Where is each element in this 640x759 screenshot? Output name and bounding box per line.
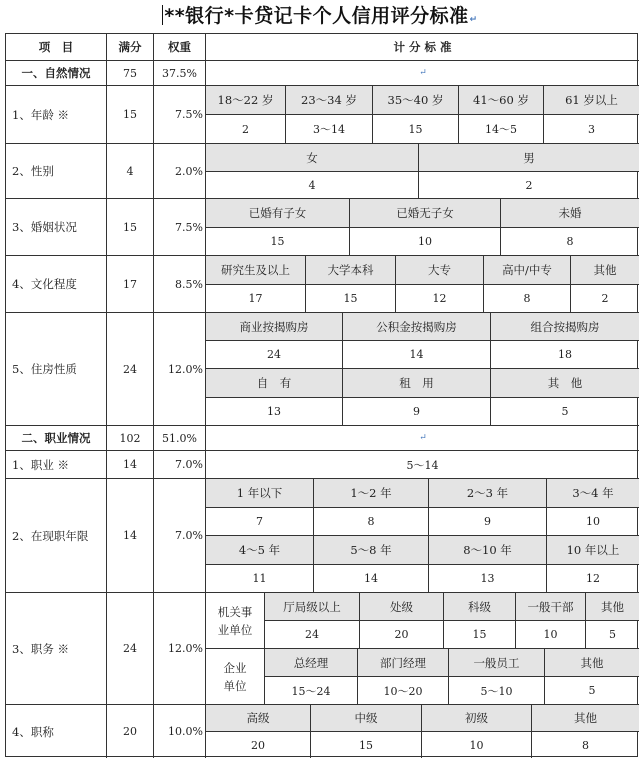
gov-position-score bbox=[516, 621, 586, 649]
ent-position-score bbox=[265, 677, 358, 705]
row-title-rank-score bbox=[107, 705, 154, 758]
title-rank-score bbox=[311, 732, 422, 758]
ent-position-label bbox=[449, 649, 545, 677]
cell-text: 商业按揭购房 bbox=[239, 319, 309, 334]
cell-text: 8 bbox=[566, 235, 574, 248]
cell-text: 15 bbox=[123, 220, 137, 234]
education-label bbox=[571, 256, 639, 285]
cell-text: 8.5% bbox=[175, 277, 203, 291]
cell-text: 中级 bbox=[354, 711, 378, 725]
cell-text: 总经理 bbox=[293, 655, 329, 670]
row-tenure-name bbox=[6, 479, 107, 593]
cell-text: 13 bbox=[267, 405, 281, 418]
tenure-label bbox=[206, 479, 314, 508]
gov-position-score bbox=[360, 621, 444, 649]
cell-text: 2 bbox=[525, 178, 533, 192]
cell-text: 4、职称 bbox=[12, 724, 54, 739]
row-education-weight bbox=[154, 256, 206, 313]
gov-position-score bbox=[444, 621, 516, 649]
cell-text: 4 bbox=[126, 164, 134, 178]
tenure-label bbox=[206, 536, 314, 565]
tenure-score bbox=[429, 565, 547, 593]
cell-text: 8～10 年 bbox=[463, 543, 512, 557]
cell-text: 61 岁以上 bbox=[565, 93, 618, 107]
cell-text: 组合按揭购房 bbox=[530, 319, 600, 334]
tenure-label bbox=[429, 479, 547, 508]
ent-position-score bbox=[449, 677, 545, 705]
cell-text: 满分 bbox=[118, 40, 142, 54]
title-rank-label bbox=[422, 705, 532, 732]
cell-text: 高级 bbox=[246, 711, 270, 725]
cell-text: 11 bbox=[252, 572, 267, 585]
tenure-score bbox=[429, 508, 547, 536]
cell-text: 3～4 年 bbox=[572, 486, 614, 500]
row-education-score bbox=[107, 256, 154, 313]
cell-text: 7.5% bbox=[175, 108, 203, 121]
enterprise-unit-label bbox=[206, 649, 265, 705]
marital-score bbox=[206, 228, 350, 256]
header-full-score bbox=[107, 34, 154, 61]
row-housing-score bbox=[107, 313, 154, 426]
cell-text: 24 bbox=[305, 628, 319, 641]
cell-text: 12.0% bbox=[168, 642, 203, 655]
cell-text: 1 年以下 bbox=[236, 486, 283, 500]
cell-text: 一般干部 bbox=[527, 599, 574, 614]
cell-text: 科级 bbox=[468, 599, 491, 614]
row-position-name bbox=[6, 593, 107, 705]
cell-text: 初级 bbox=[465, 711, 488, 725]
cell-text: 大专 bbox=[428, 263, 451, 277]
cell-text: 12 bbox=[432, 292, 447, 305]
cell-text: 大学本科 bbox=[327, 263, 374, 277]
row-title-rank-name bbox=[6, 705, 107, 758]
document-title bbox=[0, 2, 640, 34]
cell-text: 男 bbox=[523, 150, 535, 165]
cell-text: 3、职务 ※ bbox=[12, 641, 69, 656]
cell-text: 15 bbox=[270, 235, 285, 248]
housing-score bbox=[343, 398, 491, 426]
cell-text: 17 bbox=[123, 277, 137, 291]
cell-text: 8 bbox=[523, 292, 531, 305]
cell-text: 7.0% bbox=[175, 458, 203, 471]
marital-label bbox=[206, 199, 350, 228]
age-label bbox=[373, 86, 459, 115]
cell-text: 5 bbox=[588, 684, 596, 697]
credit-score-table bbox=[5, 33, 638, 757]
cell-text: 23～34 岁 bbox=[301, 93, 357, 107]
header-weight bbox=[154, 34, 206, 61]
cell-text: 10 bbox=[469, 738, 484, 752]
row-gender-weight bbox=[154, 144, 206, 199]
cell-text: 研究生及以上 bbox=[221, 263, 290, 277]
cell-text: 公积金按揭购房 bbox=[376, 319, 457, 334]
age-label bbox=[206, 86, 286, 115]
row-tenure-score bbox=[107, 479, 154, 593]
cell-text: 8 bbox=[367, 515, 375, 528]
row-age-name bbox=[6, 86, 107, 144]
housing-score bbox=[491, 398, 639, 426]
cell-text: 业单位 bbox=[217, 622, 253, 637]
title-rank-score bbox=[422, 732, 532, 758]
cell-text: 10 bbox=[418, 235, 432, 248]
cell-text: 3～14 bbox=[313, 123, 345, 136]
housing-label bbox=[343, 369, 491, 398]
age-score bbox=[544, 115, 639, 144]
cell-text: 14 bbox=[409, 348, 424, 361]
education-label bbox=[484, 256, 571, 285]
cell-text: 企业 bbox=[223, 660, 247, 675]
row-housing-weight bbox=[154, 313, 206, 426]
row-marital-name bbox=[6, 199, 107, 256]
row-occupation-name bbox=[6, 451, 107, 479]
cell-text: 10.0% bbox=[168, 725, 203, 738]
cell-text: 5～10 bbox=[480, 684, 513, 698]
cell-text: 14 bbox=[364, 572, 378, 585]
cell-text: 处级 bbox=[390, 599, 413, 614]
title-rank-label bbox=[311, 705, 422, 732]
cell-text: 24 bbox=[267, 348, 281, 361]
cell-text: 2.0% bbox=[175, 164, 203, 178]
tenure-label bbox=[547, 479, 639, 508]
row-gender-name bbox=[6, 144, 107, 199]
gov-position-label bbox=[265, 593, 360, 621]
cell-text: 其他 bbox=[574, 711, 597, 725]
row-title-rank-weight bbox=[154, 705, 206, 758]
cell-text: 20 bbox=[251, 738, 265, 752]
cell-text: 51.0% bbox=[162, 431, 197, 445]
housing-score bbox=[206, 341, 343, 369]
title-text: **银行*卡贷记卡个人信用评分标准 bbox=[164, 5, 469, 27]
cell-text: 13 bbox=[480, 572, 495, 585]
education-score bbox=[206, 285, 306, 313]
cell-text: 其他 bbox=[580, 655, 604, 670]
row-position-score bbox=[107, 593, 154, 705]
cell-text: 24 bbox=[123, 642, 137, 655]
cell-text: 1、职业 ※ bbox=[12, 457, 69, 472]
section-natural-criteria bbox=[206, 61, 639, 86]
cell-text: 女 bbox=[306, 150, 318, 165]
cell-text: 15 bbox=[408, 122, 423, 136]
cell-text: 10 bbox=[586, 515, 600, 528]
cell-text: 15 bbox=[472, 628, 487, 641]
row-occupation-score bbox=[107, 451, 154, 479]
education-score bbox=[306, 285, 396, 313]
cell-text: 4 bbox=[308, 178, 316, 192]
cell-text: 2～3 年 bbox=[466, 486, 509, 500]
row-housing-name bbox=[6, 313, 107, 426]
cell-text: 厅局级以上 bbox=[283, 599, 341, 614]
cell-text: 5～14 bbox=[406, 458, 439, 472]
cell-text: 20 bbox=[394, 628, 409, 641]
gov-position-label bbox=[516, 593, 586, 621]
cell-text: 权重 bbox=[168, 40, 191, 54]
cell-text: 20 bbox=[123, 725, 137, 738]
cell-text: 75 bbox=[123, 66, 137, 80]
cell-text: 35～40 岁 bbox=[387, 93, 444, 107]
age-score bbox=[206, 115, 286, 144]
section-occupation bbox=[6, 426, 107, 451]
gender-score bbox=[419, 172, 639, 199]
ent-position-label bbox=[265, 649, 358, 677]
housing-label bbox=[491, 313, 639, 341]
cell-text: 高中/中专 bbox=[502, 263, 552, 277]
cell-text: 18 bbox=[558, 348, 572, 361]
cell-text: 10 年以上 bbox=[566, 543, 620, 557]
age-label bbox=[544, 86, 639, 115]
cell-text: ↵ bbox=[419, 433, 427, 443]
cell-text: 15 bbox=[343, 292, 358, 305]
section-natural-score bbox=[107, 61, 154, 86]
cell-text: 14～5 bbox=[485, 123, 517, 136]
cell-text: 7 bbox=[256, 515, 263, 528]
cell-text: 2 bbox=[601, 292, 609, 305]
cell-text: 3 bbox=[588, 122, 595, 136]
cell-text: 14 bbox=[123, 529, 137, 542]
cell-text: 24 bbox=[123, 362, 137, 376]
cell-text: 机关事 bbox=[217, 604, 253, 619]
cell-text: 15～24 bbox=[291, 684, 331, 698]
cell-text: 17 bbox=[248, 292, 263, 305]
gov-position-label bbox=[444, 593, 516, 621]
marital-score bbox=[501, 228, 639, 256]
row-age-score bbox=[107, 86, 154, 144]
title-rank-score bbox=[206, 732, 311, 758]
ent-position-score bbox=[358, 677, 449, 705]
cell-text: 已婚有子女 bbox=[248, 206, 307, 220]
cell-text: 102 bbox=[119, 431, 141, 445]
gov-position-score bbox=[265, 621, 360, 649]
row-occupation-weight bbox=[154, 451, 206, 479]
cell-text: 计 分 标 准 bbox=[393, 40, 452, 54]
cell-text: 单位 bbox=[223, 678, 247, 693]
occupation-criteria bbox=[206, 451, 639, 479]
cell-text: 自 有 bbox=[256, 376, 292, 390]
title-rank-label bbox=[206, 705, 311, 732]
cell-text: 2、在现职年限 bbox=[12, 528, 89, 543]
gov-position-label bbox=[586, 593, 639, 621]
tenure-score bbox=[314, 565, 429, 593]
header-criteria bbox=[206, 34, 639, 61]
gender-label bbox=[206, 144, 419, 172]
title-rank-label bbox=[532, 705, 639, 732]
row-position-weight bbox=[154, 593, 206, 705]
gender-score bbox=[206, 172, 419, 199]
paragraph-mark-icon: ↵ bbox=[469, 15, 478, 25]
cell-text: 14 bbox=[123, 458, 137, 471]
cell-text: 1、年龄 ※ bbox=[12, 107, 69, 122]
cell-text: 15 bbox=[123, 108, 137, 121]
cell-text: 其他 bbox=[593, 263, 617, 277]
cell-text: 41～60 岁 bbox=[473, 93, 529, 107]
section-natural bbox=[6, 61, 107, 86]
housing-score bbox=[343, 341, 491, 369]
ent-position-score bbox=[545, 677, 639, 705]
tenure-score bbox=[206, 565, 314, 593]
row-education-name bbox=[6, 256, 107, 313]
gender-label bbox=[419, 144, 639, 172]
housing-label bbox=[491, 369, 639, 398]
cell-text: 12.0% bbox=[168, 362, 203, 376]
tenure-label bbox=[429, 536, 547, 565]
cell-text: 项 目 bbox=[38, 40, 74, 54]
cell-text: ↵ bbox=[419, 68, 427, 78]
age-label bbox=[286, 86, 373, 115]
section-occupation-score bbox=[107, 426, 154, 451]
cell-text: 9 bbox=[413, 405, 420, 418]
cell-text: 租 用 bbox=[399, 376, 434, 390]
age-score bbox=[373, 115, 459, 144]
title-rank-score bbox=[532, 732, 639, 758]
cell-text: 7.0% bbox=[175, 529, 203, 542]
cell-text: 2 bbox=[242, 122, 249, 136]
cell-text: 10 bbox=[543, 628, 558, 641]
cell-text: 15 bbox=[359, 738, 373, 752]
tenure-label bbox=[314, 479, 429, 508]
education-label bbox=[396, 256, 484, 285]
cell-text: 4～5 年 bbox=[238, 543, 281, 557]
tenure-score bbox=[547, 565, 639, 593]
row-marital-weight bbox=[154, 199, 206, 256]
cell-text: 其他 bbox=[601, 599, 624, 614]
gov-position-score bbox=[586, 621, 639, 649]
cell-text: 12 bbox=[586, 572, 600, 585]
cell-text: 其 他 bbox=[547, 376, 583, 390]
tenure-score bbox=[547, 508, 639, 536]
row-tenure-weight bbox=[154, 479, 206, 593]
ent-position-label bbox=[358, 649, 449, 677]
housing-score bbox=[491, 341, 639, 369]
cell-text: 8 bbox=[582, 738, 589, 752]
section-natural-weight bbox=[154, 61, 206, 86]
age-score bbox=[459, 115, 544, 144]
cell-text: 二、职业情况 bbox=[21, 431, 91, 445]
education-score bbox=[571, 285, 639, 313]
cell-text: 9 bbox=[484, 515, 491, 528]
cell-text: 18～22 岁 bbox=[217, 93, 274, 107]
cell-text: 10～20 bbox=[383, 684, 423, 698]
cell-text: 2、性别 bbox=[12, 164, 54, 178]
education-score bbox=[396, 285, 484, 313]
cell-text: 部门经理 bbox=[380, 655, 426, 670]
education-label bbox=[206, 256, 306, 285]
housing-label bbox=[206, 369, 343, 398]
housing-score bbox=[206, 398, 343, 426]
marital-score bbox=[350, 228, 501, 256]
education-label bbox=[306, 256, 396, 285]
education-score bbox=[484, 285, 571, 313]
cell-text: 3、婚姻状况 bbox=[12, 220, 77, 234]
section-occupation-criteria bbox=[206, 426, 639, 451]
cell-text: 5 bbox=[561, 405, 569, 418]
cell-text: 一般员工 bbox=[473, 655, 520, 670]
marital-label bbox=[501, 199, 639, 228]
tenure-score bbox=[206, 508, 314, 536]
tenure-label bbox=[314, 536, 429, 565]
cell-text: 7.5% bbox=[175, 220, 203, 234]
ent-position-label bbox=[545, 649, 639, 677]
housing-label bbox=[206, 313, 343, 341]
marital-label bbox=[350, 199, 501, 228]
row-marital-score bbox=[107, 199, 154, 256]
row-gender-score bbox=[107, 144, 154, 199]
cell-text: 5、住房性质 bbox=[12, 362, 77, 376]
cell-text: 5 bbox=[609, 628, 616, 641]
cell-text: 4、文化程度 bbox=[12, 277, 77, 291]
gov-unit-label bbox=[206, 593, 265, 649]
row-age-weight bbox=[154, 86, 206, 144]
cell-text: 未婚 bbox=[558, 206, 582, 220]
tenure-label bbox=[547, 536, 639, 565]
housing-label bbox=[343, 313, 491, 341]
cell-text: 1～2 年 bbox=[350, 486, 392, 500]
header-item bbox=[6, 34, 107, 61]
section-occupation-weight bbox=[154, 426, 206, 451]
cell-text: 5～8 年 bbox=[350, 543, 392, 557]
cell-text: 37.5% bbox=[162, 66, 197, 80]
age-score bbox=[286, 115, 373, 144]
cell-text: 一、自然情况 bbox=[21, 66, 91, 80]
gov-position-label bbox=[360, 593, 444, 621]
age-label bbox=[459, 86, 544, 115]
cell-text: 已婚无子女 bbox=[396, 206, 454, 220]
tenure-score bbox=[314, 508, 429, 536]
